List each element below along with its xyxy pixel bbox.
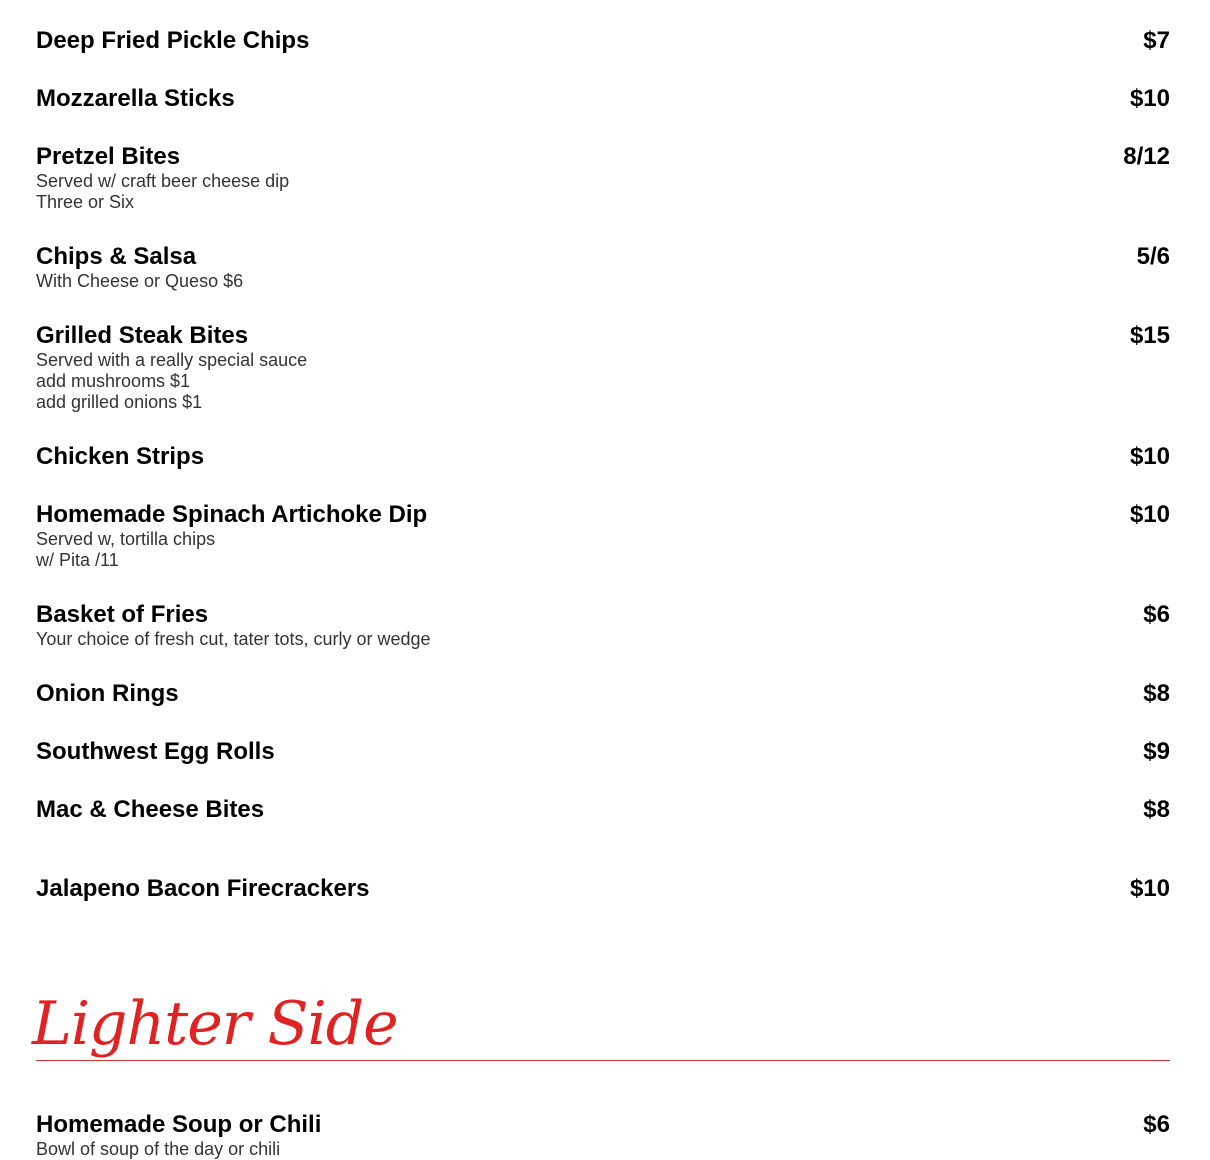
menu-item	[36, 501, 1170, 571]
item-price: $7	[1143, 27, 1170, 54]
item-name: Jalapeno Bacon Firecrackers	[36, 875, 370, 902]
menu-item	[36, 243, 1170, 292]
menu-item	[36, 1111, 1170, 1160]
menu-item	[36, 85, 1170, 113]
menu-item	[36, 875, 1170, 903]
item-name: Chicken Strips	[36, 443, 205, 470]
item-price: $10	[1129, 875, 1170, 902]
item-price: $8	[1143, 796, 1170, 823]
item-name: Southwest Egg Rolls	[36, 738, 275, 765]
item-name: Chips & Salsa	[36, 243, 197, 270]
item-price: $6	[1143, 1111, 1170, 1138]
item-name: Mac & Cheese Bites	[36, 796, 265, 823]
item-name: Deep Fried Pickle Chips	[36, 27, 310, 54]
menu-item	[36, 680, 1170, 708]
item-description: Three or Six	[36, 192, 135, 212]
menu-item	[36, 796, 1170, 824]
section-heading: Lighter Side	[32, 989, 398, 1059]
item-price: $10	[1129, 85, 1170, 112]
item-description: With Cheese or Queso $6	[36, 271, 244, 291]
item-price: $6	[1143, 601, 1170, 628]
menu-item	[36, 443, 1170, 471]
item-description: add grilled onions $1	[36, 392, 203, 412]
menu-item	[36, 601, 1170, 650]
item-name: Mozzarella Sticks	[36, 85, 235, 112]
item-price: 5/6	[1136, 243, 1170, 270]
item-description: w/ Pita /11	[36, 550, 119, 570]
item-price: $10	[1129, 501, 1170, 528]
item-name: Onion Rings	[36, 680, 179, 707]
item-price: $9	[1143, 738, 1170, 765]
item-price: 8/12	[1123, 143, 1170, 170]
menu-item	[36, 738, 1170, 766]
item-description: Bowl of soup of the day or chili	[36, 1139, 281, 1159]
menu-item	[36, 143, 1170, 213]
item-description: Served with a really special sauce	[36, 350, 308, 370]
item-name: Homemade Spinach Artichoke Dip	[36, 501, 428, 528]
menu-item	[36, 27, 1170, 55]
item-description: add mushrooms $1	[36, 371, 191, 391]
item-price: $8	[1143, 680, 1170, 707]
item-price: $10	[1129, 443, 1170, 470]
item-description: Served w, tortilla chips	[36, 529, 216, 549]
item-price: $15	[1129, 322, 1170, 349]
item-name: Pretzel Bites	[36, 143, 181, 170]
item-name: Grilled Steak Bites	[36, 322, 249, 349]
item-name: Homemade Soup or Chili	[36, 1111, 322, 1138]
menu-item	[36, 322, 1170, 413]
item-name: Basket of Fries	[36, 601, 209, 628]
item-description: Your choice of fresh cut, tater tots, curly or wedge	[36, 629, 431, 649]
section-divider	[36, 1060, 1170, 1061]
item-description: Served w/ craft beer cheese dip	[36, 171, 290, 191]
